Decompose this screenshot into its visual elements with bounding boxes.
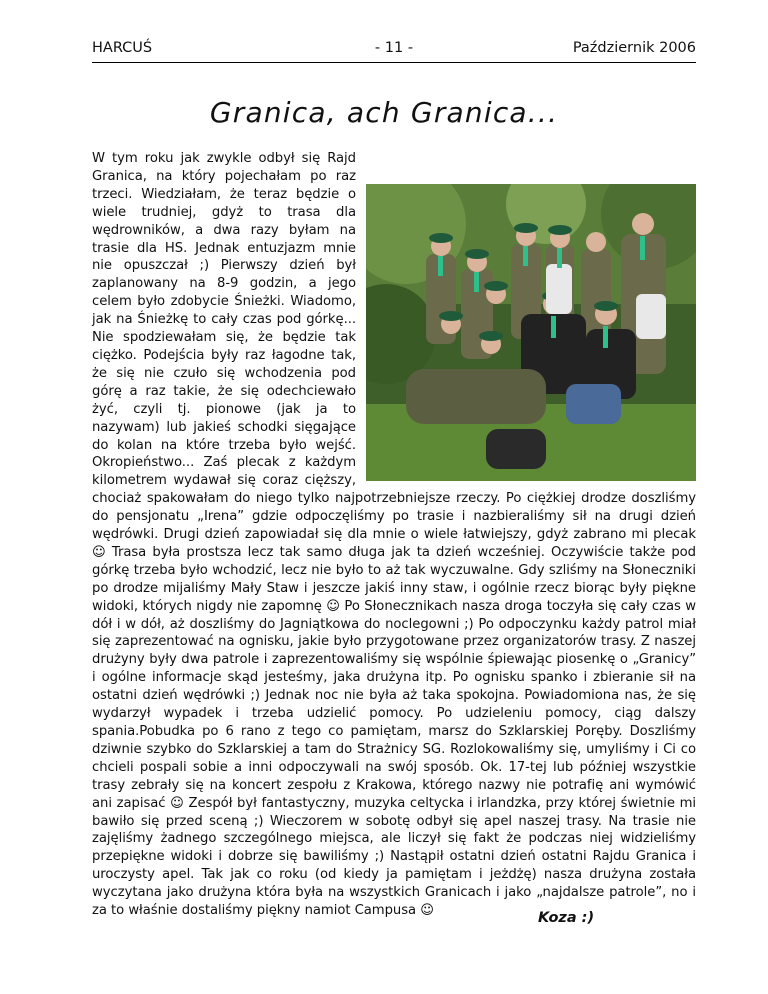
article-title: Granica, ach Granica... <box>209 96 559 129</box>
author-signature: Koza :) <box>538 910 595 926</box>
scout-group-photo <box>366 184 696 481</box>
article-text: W tym roku jak zwykle odbył się Rajd Granica, na który pojechałam po raz trzeci. Wiedziałam, że teraz będzie o wiele trudniej, gdyż to trasa dla wędrowników, a dwa razy byłam na trasie dla HS. Jednak entuzjazm mnie nie opuszczał ;) Pierwszy dzień był zaplanowany na 8-9 godzin, a jego celem było zdobycie Śnieżki. Wiadomo, jak na Śnieżkę to cały czas pod górkę... Nie spodziewałam się, że będzie tak ciężko. Podejścia były raz łagodne tak, że się nie czuło się wchodzenia pod górę a raz takie, że się odechciewało żyć, czyli tj. pionowe (jak ja to nazywam) lub jakieś schodki sięgające do kolan na które trzeba było wejść. Okropieństwo... Zaś plecak z każdym kilometrem wydawał się coraz cięższy, chociaż spakowałam do niego tylko najpotrzebniejsze rzeczy. Po ciężkiej drodze doszliśmy do pensjonatu „Irena” gdzie odpoczęliśmy po trasie i nazbieraliśmy sił na drugi dzień wędrówki. Drugi dzień zapowiadał się dla mnie o wiele łatwiejszy, gdyż zabrano mi plecak ☺ Trasa była prostsza lecz tak samo długa jak ta dzień wcześniej. Oczywiście także pod górkę trzeba było wchodzić, lecz nie było to aż tak wyczuwalne. Gdy szliśmy na Słoneczniki po drodze mijaliśmy Mały Staw i jeszcze jakiś inny staw, i ogólnie rzecz biorąc były piękne widoki, których nigdy nie zapomnę ☺ Po Słonecznikach nasza droga toczyła się cały czas w dół i w dół, aż doszliśmy do Jagniątkowa do noclegowni ;) Po odpoczynku każdy patrol miał się zaprezentować na ognisku, jakie było przygotowane przez organizatorów trasy. Z naszej drużyny były dwa patrole i zaprezentowaliśmy się wspólnie śpiewając piosenkę o „Granicy” i ogólne informacje skąd jesteśmy, jaka drużyna itp. Po ognisku spanko i zbieranie sił na ostatni dzień wędrówki ;) Jednak noc nie była aż taka spokojna. Powiadomiona nas, że się wydarzył wypadek i trzeba udzielić pomocy. Po udzieleniu pomocy, ciąg dalszy spania.Pobudka po 6 rano z tego co pamiętam, marsz do Szklarskiej Poręby. Doszliśmy dziwnie szybko do Szklarskiej a tam do Strażnicy SG. Rozlokowaliśmy się, umyliśmy i Ci co chcieli pospali sobie a inni odpoczywali na swój sposób. Ok. 17-tej lub później wszystkie trasy zebrały się na koncert zespołu z Krakowa, którego nazwy nie potrafię ani wymówić ani zapisać ☺ Zespół był fantastyczny, muzyka celtycka i irlandzka, przy której świetnie mi bawiło się przed sceną ;) Wieczorem w sobotę odbył się apel naszej trasy. Na trasie nie zajęliśmy żadnego szczególnego miejsca, ale liczył się fakt że podczas niej widzieliśmy przepiękne widoki i dobrze się bawiliśmy ;) Nastąpił ostatni dzień ostatni Rajdu Granica i uroczysty apel. Tak jak co roku (od kiedy ja pamiętam i jeżdżę) nasza drużyna została wyczytana jako drużyna która była na wszystkich Granicach i jako „najdalsze patrole”, no i za to właśnie dostaliśmy piękny namiot Campusa ☺ <box>92 151 696 919</box>
page-number: - 11 - <box>374 40 414 56</box>
issue-date: Październik 2006 <box>572 40 696 56</box>
group-photo-image <box>366 184 696 481</box>
page-header <box>92 40 696 63</box>
article-body <box>92 150 696 920</box>
magazine-name: HARCUŚ <box>92 40 153 56</box>
